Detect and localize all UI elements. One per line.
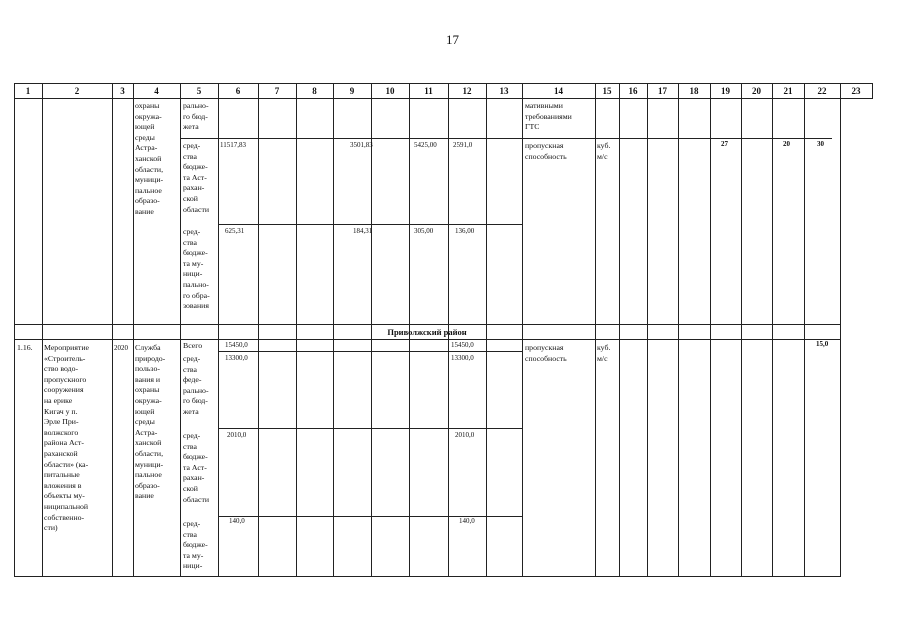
- column-header-9: 9: [349, 86, 355, 96]
- year-value-col12: 2010,0: [455, 431, 475, 439]
- section-bottom-rule: [14, 339, 840, 340]
- row-rule: [218, 351, 522, 352]
- executor: Служба природо- пользо- вания и охраны окружа- ющей среды Астра- ханской области, муници- пальное образо- вание: [135, 343, 166, 501]
- col23-header-bottom: [840, 98, 872, 99]
- column-header-16: 16: [628, 86, 638, 96]
- result-text-continued: мативными требованиями ГТС: [525, 101, 572, 132]
- column-header-8: 8: [312, 86, 317, 96]
- column-header-14: 14: [554, 86, 563, 96]
- indicator-value-col22: 15,0: [816, 340, 829, 348]
- column-header-15: 15: [602, 86, 612, 96]
- column-header-20: 20: [752, 86, 761, 96]
- row-rule: [218, 516, 522, 517]
- funding-source-municipal: сред- ства бюдже- та му- ници-: [183, 519, 208, 571]
- year-value-col12: 13300,0: [451, 354, 474, 362]
- header-bottom-rule: [14, 98, 840, 99]
- total-value: 15450,0: [225, 341, 248, 349]
- year: 2020: [114, 344, 128, 352]
- executor-continued: охраны окружа- ющей среды Астра- ханской области, муници- пальное образо- вание: [135, 101, 164, 216]
- row-rule: [180, 138, 522, 139]
- indicator-value-col21: 20: [783, 140, 790, 148]
- column-header-4: 4: [154, 86, 159, 96]
- column-header-17: 17: [658, 86, 667, 96]
- indicator-name: пропускная способность: [525, 343, 567, 363]
- year-value-col12: 15450,0: [451, 341, 474, 349]
- funding-source-federal: сред- ства феде- рально- го бюд- жета: [183, 354, 209, 416]
- indicator-name: пропускная способность: [525, 141, 567, 161]
- year-value-col12: 2591,0: [453, 141, 473, 149]
- column-header-21: 21: [783, 86, 793, 96]
- column-header-12: 12: [462, 86, 472, 96]
- column-header-23: 23: [851, 86, 861, 96]
- column-header-5: 5: [196, 86, 202, 96]
- funding-source-regional: сред- ства бюдже- та Аст- рахан- ской области: [183, 141, 210, 214]
- row-rule: [218, 428, 522, 429]
- total-value: 140,0: [229, 517, 245, 525]
- section-top-rule: [14, 324, 840, 325]
- row-rule: [522, 138, 832, 139]
- item-number: 1.16.: [17, 343, 33, 352]
- funding-source-regional: сред- ства бюдже- та Аст- рахан- ской области: [183, 431, 210, 504]
- total-value: 11517,83: [220, 141, 246, 149]
- column-header-6: 6: [235, 86, 241, 96]
- column-header-7: 7: [274, 86, 280, 96]
- column-header-11: 11: [424, 86, 433, 96]
- year-value-col11: 5425,00: [414, 141, 437, 149]
- indicator-value-col19: 27: [721, 140, 728, 148]
- unit-label: куб. м/с: [597, 343, 611, 363]
- table-bottom-rule: [14, 576, 840, 577]
- unit-label: куб. м/с: [597, 141, 611, 161]
- column-header-10: 10: [385, 86, 395, 96]
- column-header-2: 2: [74, 86, 80, 96]
- section-title: Приволжский район: [387, 327, 467, 337]
- total-value: 2010,0: [227, 431, 247, 439]
- measure-name: Мероприятие «Строитель- ство водо- пропускного сооружения на ерике Кигач у п. Эрле При- волжского района Аст- раханской области» (ка- питальные вложения в объекты му- ниципальной собственно- сти): [44, 343, 89, 533]
- column-header-18: 18: [689, 86, 699, 96]
- funding-source-total: Всего: [183, 341, 203, 350]
- year-value-col9: 3501,83: [350, 141, 373, 149]
- total-value: 625,31: [225, 227, 245, 235]
- column-header-22: 22: [817, 86, 827, 96]
- col-rule: [872, 83, 873, 99]
- column-header-13: 13: [499, 86, 509, 96]
- column-header-19: 19: [721, 86, 730, 96]
- column-header-3: 3: [120, 86, 125, 96]
- column-header-1: 1: [25, 86, 31, 96]
- year-value-col9: 184,31: [353, 227, 373, 235]
- funding-source-municipal: сред- ства бюдже- та му- ници- пально- го обра- зования: [183, 227, 210, 311]
- indicator-value-col22: 30: [817, 140, 824, 148]
- funding-source-continued: рально- го бюд- жета: [183, 101, 209, 132]
- row-rule: [218, 224, 522, 225]
- year-value-col11: 305,00: [414, 227, 434, 235]
- total-value: 13300,0: [225, 354, 248, 362]
- year-value-col12: 136,00: [455, 227, 475, 235]
- page-number: 17: [446, 32, 459, 47]
- year-value-col12: 140,0: [459, 517, 475, 525]
- col-rule: [840, 83, 841, 577]
